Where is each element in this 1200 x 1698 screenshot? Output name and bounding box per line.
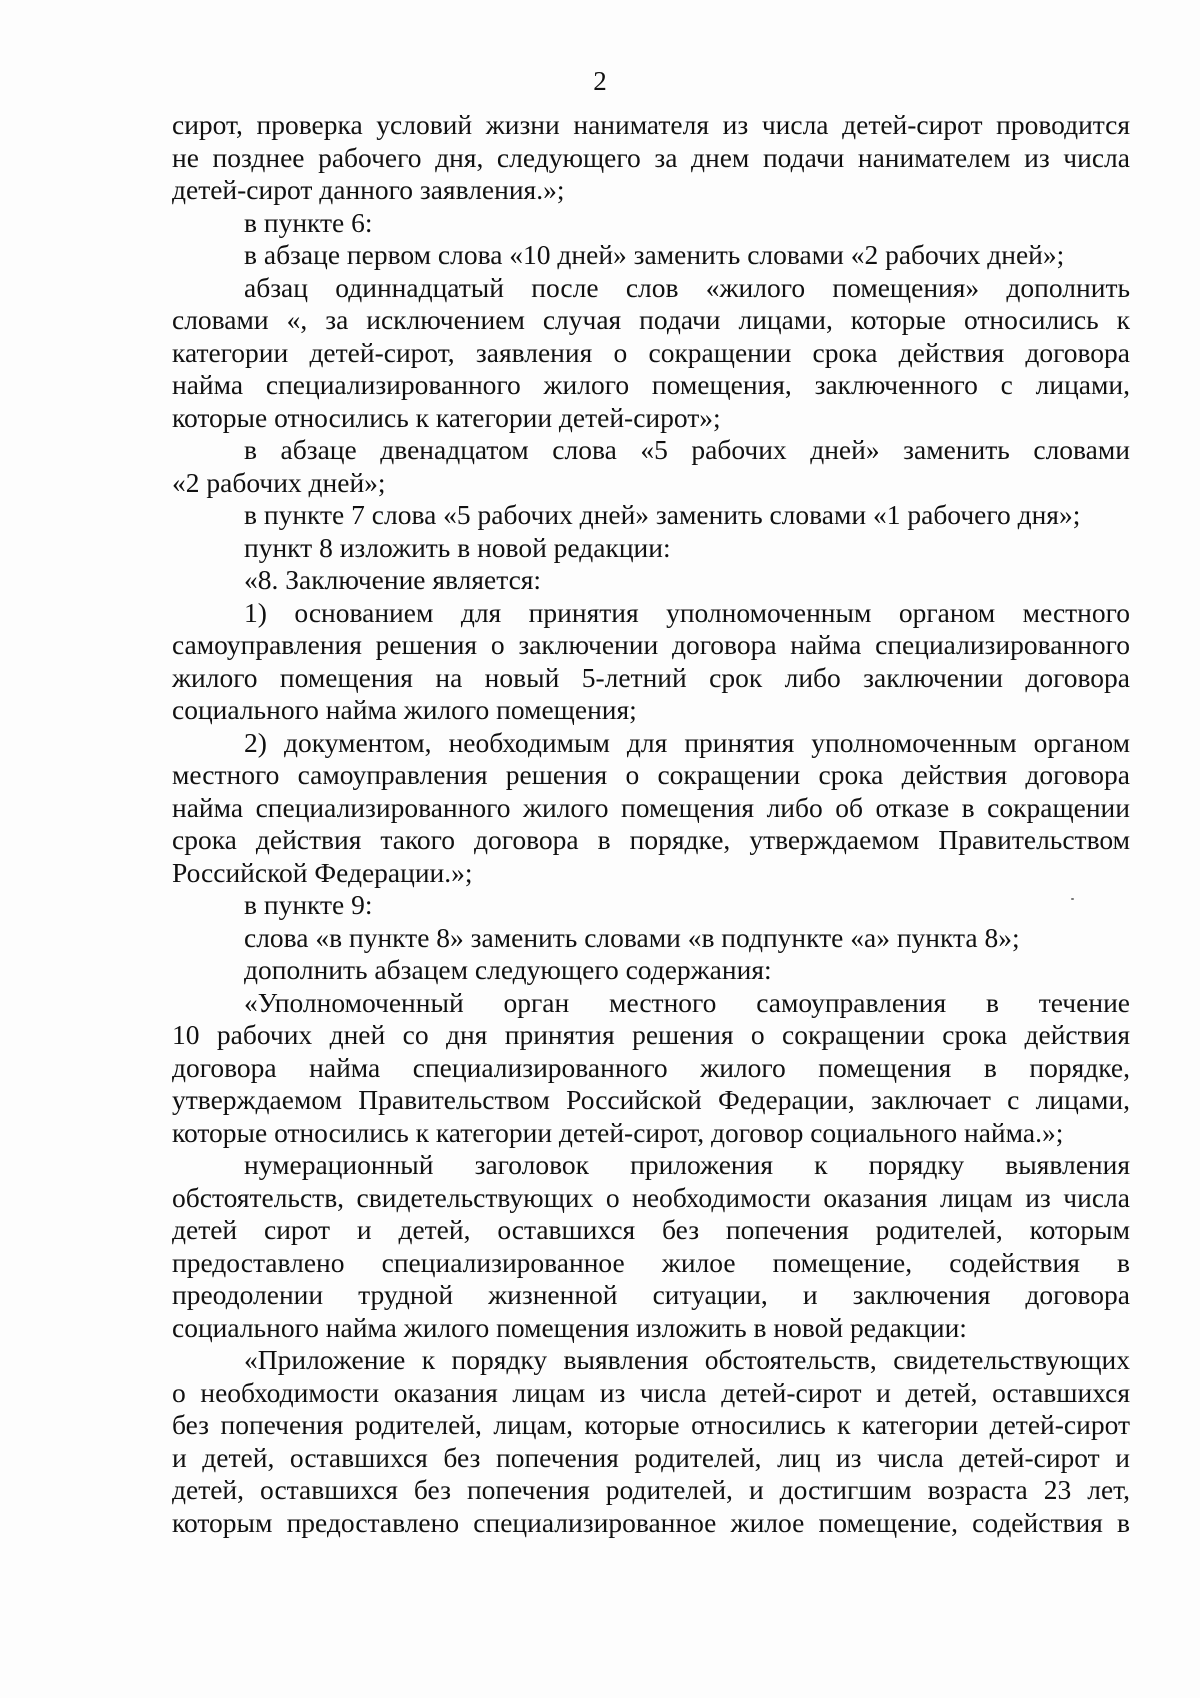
text-line: 2) документом, необходимым для принятия уполномоченным органом (244, 726, 1130, 758)
text-line: пункт 8 изложить в новой редакции: (244, 531, 671, 563)
text-line: детей, оставшихся без попечения родителей, и достигшим возраста 23 лет, (172, 1474, 1130, 1505)
text-line: которым предоставлено специализированное жилое помещение, содействия в (172, 1506, 1130, 1538)
text-line: дополнить абзацем следующего содержания: (244, 954, 772, 985)
text-line: в абзаце двенадцатом слова «5 рабочих дней» заменить словами (244, 434, 1130, 465)
text-line: которые относились к категории детей-сирот»; (172, 401, 721, 433)
text-line: социального найма жилого помещения; (172, 694, 637, 725)
text-line: 10 рабочих дней со дня принятия решения о сокращении срока действия (172, 1019, 1130, 1050)
text-line: словами «, за исключением случая подачи лицами, которые относились к (172, 304, 1130, 335)
text-line: в пункте 9: (244, 889, 373, 920)
text-line: утверждаемом Правительством Российской Федерации, заключает с лицами, (172, 1084, 1130, 1115)
text-line: социального найма жилого помещения изложить в новой редакции: (172, 1311, 967, 1343)
text-line: не позднее рабочего дня, следующего за днем подачи нанимателем из числа (172, 141, 1130, 173)
text-line: «Уполномоченный орган местного самоуправления в течение (244, 986, 1130, 1018)
text-line: найма специализированного жилого помещения либо об отказе в сокращении (172, 791, 1130, 823)
text-line: местного самоуправления решения о сокращении срока действия договора (172, 759, 1130, 790)
document-body (172, 109, 1130, 1539)
text-line: в пункте 7 слова «5 рабочих дней» заменить словами «1 рабочего дня»; (244, 499, 1081, 530)
text-line: Российской Федерации.»; (172, 856, 473, 888)
text-line: которые относились к категории детей-сирот, договор социального найма.»; (172, 1116, 1064, 1148)
text-line: «2 рабочих дней»; (172, 466, 386, 498)
text-line: преодолении трудной жизненной ситуации, и заключения договора (172, 1279, 1130, 1310)
text-line: нумерационный заголовок приложения к порядку выявления (244, 1149, 1130, 1180)
text-line: категории детей-сирот, заявления о сокращении срока действия договора (172, 336, 1130, 368)
page-number: 2 (593, 66, 607, 96)
text-line: жилого помещения на новый 5-летний срок либо заключении договора (172, 661, 1130, 693)
text-line: без попечения родителей, лицам, которые относились к категории детей-сирот (172, 1409, 1130, 1440)
text-line: и детей, оставшихся без попечения родителей, лиц из числа детей-сирот и (172, 1441, 1130, 1473)
text-line: предоставлено специализированное жилое помещение, содействия в (172, 1246, 1130, 1278)
scan-artifact (1071, 898, 1074, 900)
text-line: срока действия такого договора в порядке, утверждаемом Правительством (172, 824, 1130, 855)
text-line: 1) основанием для принятия уполномоченным органом местного (244, 596, 1130, 628)
text-line: абзац одиннадцатый после слов «жилого помещения» дополнить (244, 271, 1130, 303)
text-line: «Приложение к порядку выявления обстоятельств, свидетельствующих (244, 1344, 1130, 1375)
text-line: найма специализированного жилого помещения, заключенного с лицами, (172, 369, 1130, 400)
text-line: в пункте 6: (244, 206, 373, 238)
text-line: «8. Заключение является: (244, 564, 542, 595)
text-line: о необходимости оказания лицам из числа детей-сирот и детей, оставшихся (172, 1376, 1130, 1408)
text-line: сирот, проверка условий жизни нанимателя из числа детей-сирот проводится (172, 109, 1130, 140)
text-line: детей-сирот данного заявления.»; (172, 174, 565, 205)
text-line: обстоятельств, свидетельствующих о необходимости оказания лицам из числа (172, 1181, 1130, 1213)
text-line: договора найма специализированного жилого помещения в порядке, (172, 1051, 1130, 1083)
text-line: в абзаце первом слова «10 дней» заменить словами «2 рабочих дней»; (244, 239, 1065, 270)
text-line: слова «в пункте 8» заменить словами «в подпункте «а» пункта 8»; (244, 921, 1020, 953)
text-line: детей сирот и детей, оставшихся без попечения родителей, которым (172, 1214, 1130, 1245)
text-line: самоуправления решения о заключении договора найма специализированного (172, 629, 1130, 660)
